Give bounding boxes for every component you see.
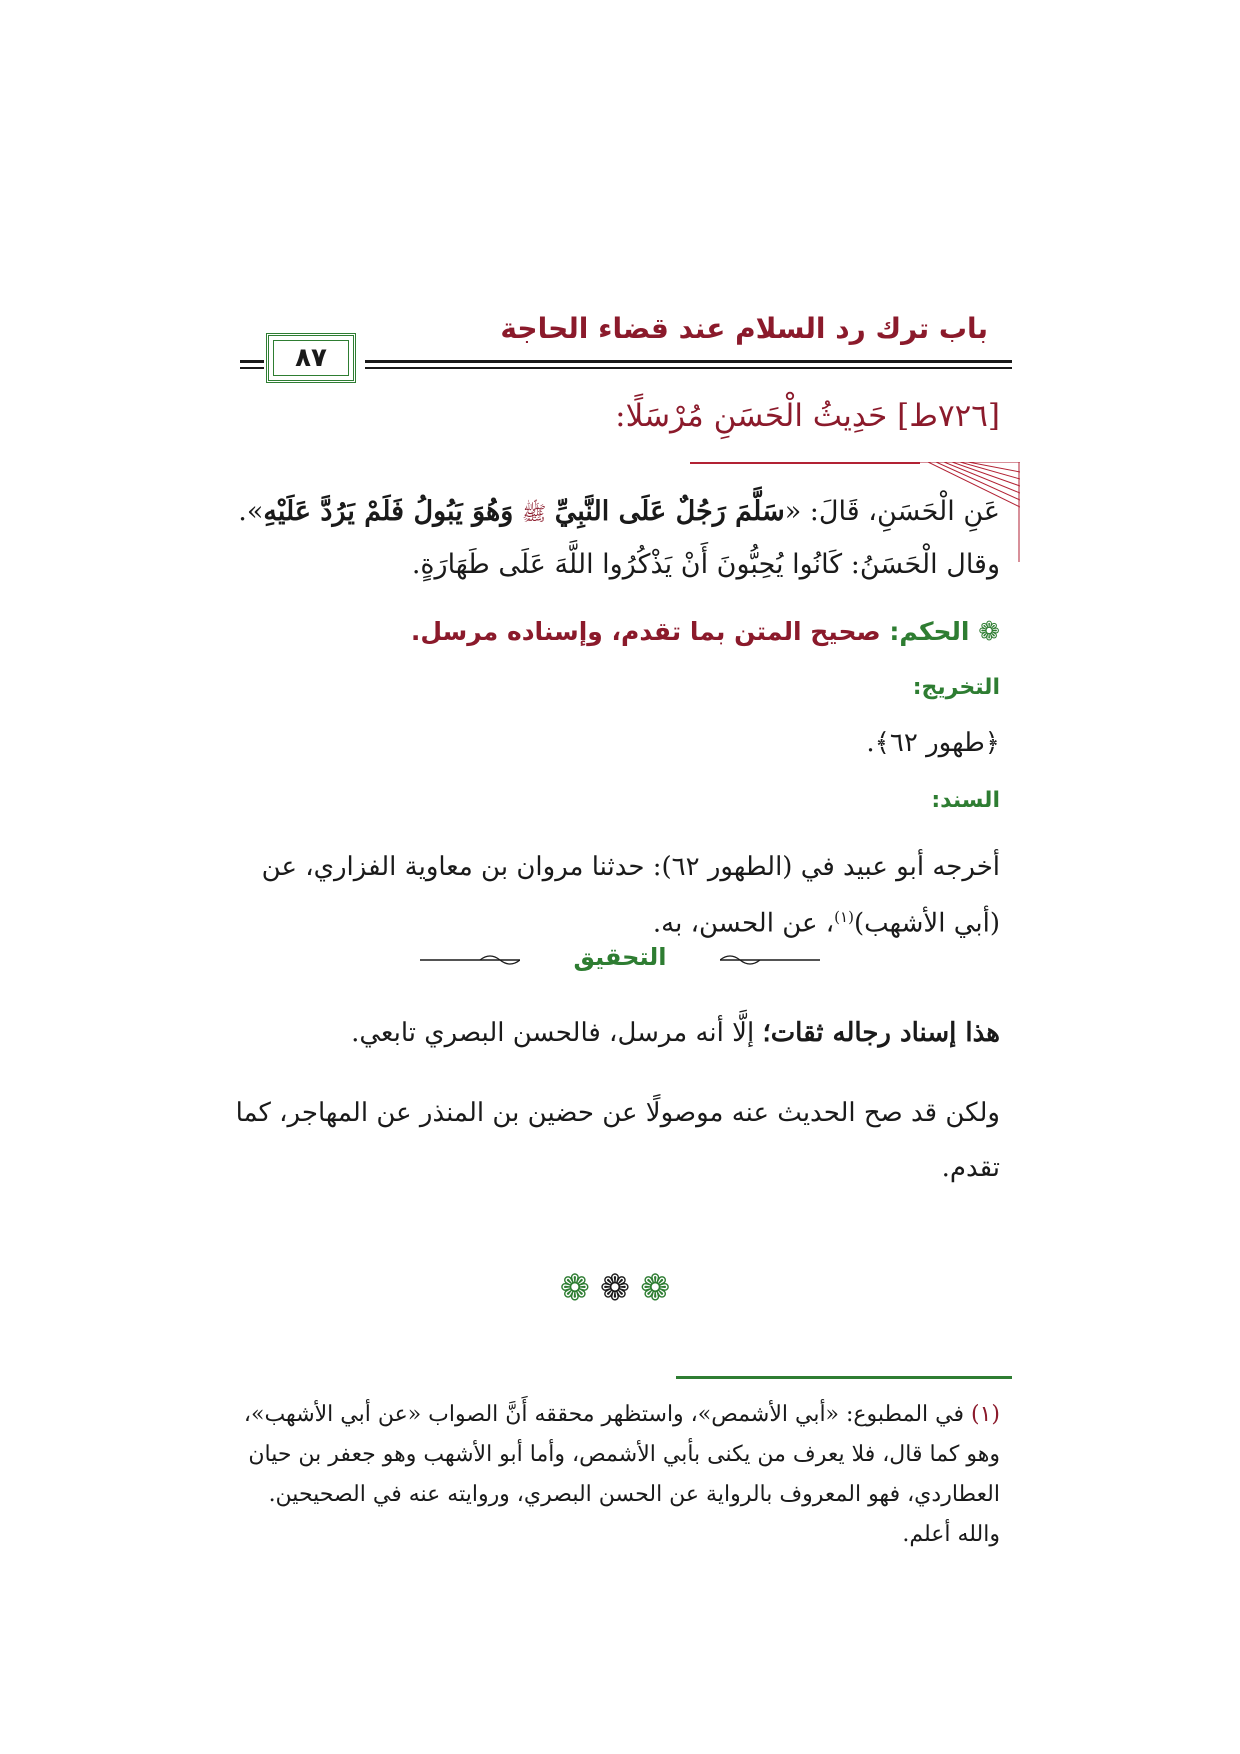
takhrij-label: التخريج:	[912, 675, 1000, 700]
sanad-text-a: أخرجه أبو عبيد في (الطهور ٦٢): حدثنا مروان بن معاوية الفزاري، عن (أبي الأشهب)	[261, 852, 1000, 939]
hadith-line-1	[220, 486, 1000, 539]
header-rule	[365, 360, 1012, 363]
sanad-text-b: ، عن الحسن، به.	[652, 908, 835, 939]
flower-icon: ❁	[640, 1268, 681, 1309]
heading-rule	[690, 462, 920, 464]
footnote-number: (١)	[970, 1402, 1000, 1427]
section-end-ornaments	[520, 1268, 720, 1309]
hadith-prefix: عَنِ الْحَسَنِ، قَالَ: «	[784, 496, 1000, 527]
tahqiq-rest: إلَّا أنه مرسل، فالحسن البصري تابعي.	[351, 1018, 763, 1048]
header-rule-left	[240, 360, 264, 363]
sanad-text	[220, 842, 1000, 949]
flower-icon: ❁	[599, 1268, 641, 1309]
hadith-heading: [٧٢٦ط] حَدِيثُ الْحَسَنِ مُرْسَلًا:	[615, 398, 1000, 434]
hadith-text	[220, 486, 1000, 591]
footnote-rule	[676, 1376, 1012, 1379]
page-number: ٨٧	[295, 343, 327, 373]
hadith-bold-a: سَلَّمَ رَجُلٌ عَلَى النَّبِيِّ	[554, 496, 785, 527]
hukm-label: الحكم:	[889, 617, 970, 646]
tahqiq-bold: هذا إسناد رجاله ثقات؛	[762, 1018, 1000, 1048]
hadith-line-2: وقال الْحَسَنُ: كَانُوا يُحِبُّونَ أَنْ يَذْكُرُوا اللَّهَ عَلَى طَهَارَةٍ.	[411, 549, 1000, 580]
footnote-ref: (١)	[834, 908, 854, 926]
salutation-glyph: ﷺ	[521, 501, 547, 525]
hukm-text: صحيح المتن بما تقدم، وإسناده مرسل.	[410, 617, 881, 646]
header-rule-left-thin	[240, 367, 264, 369]
footnote-text: في المطبوع: «أبي الأشمص»، واستظهر محققه أَنَّ الصواب «عن أبي الأشهب»، وهو كما قال، فلا يعرف من يكنى بأبي الأشمص، وأما أبو الأشهب وهو جعفر بن حيان العطاردي، فهو المعروف بالرواية عن الحسن البصري، وروايته عنه في الصحيحين. والله أعلم.	[243, 1402, 1000, 1547]
sanad-label: السند:	[931, 788, 1000, 813]
tahqiq-paragraph-1	[220, 1018, 1000, 1048]
hukm-line	[220, 617, 1000, 647]
hadith-suffix: ».	[238, 496, 264, 527]
flower-icon: ❁	[559, 1268, 600, 1309]
tahqiq-title: التحقيق	[520, 943, 720, 971]
page-number-frame	[266, 333, 356, 383]
takhrij-text: ﴿طهور ٦٢﴾.	[866, 728, 1000, 758]
flower-icon: ❁	[978, 617, 1000, 647]
tahqiq-paragraph-2: ولكن قد صح الحديث عنه موصولًا عن حضين بن المنذر عن المهاجر، كما تقدم.	[235, 1098, 1000, 1183]
hadith-bold-b: وَهُوَ يَبُولُ فَلَمْ يَرُدَّ عَلَيْهِ	[263, 496, 514, 527]
chapter-title: باب ترك رد السلام عند قضاء الحاجة	[500, 312, 988, 345]
header-rule-thin	[365, 367, 1012, 369]
footnote	[220, 1395, 1000, 1555]
